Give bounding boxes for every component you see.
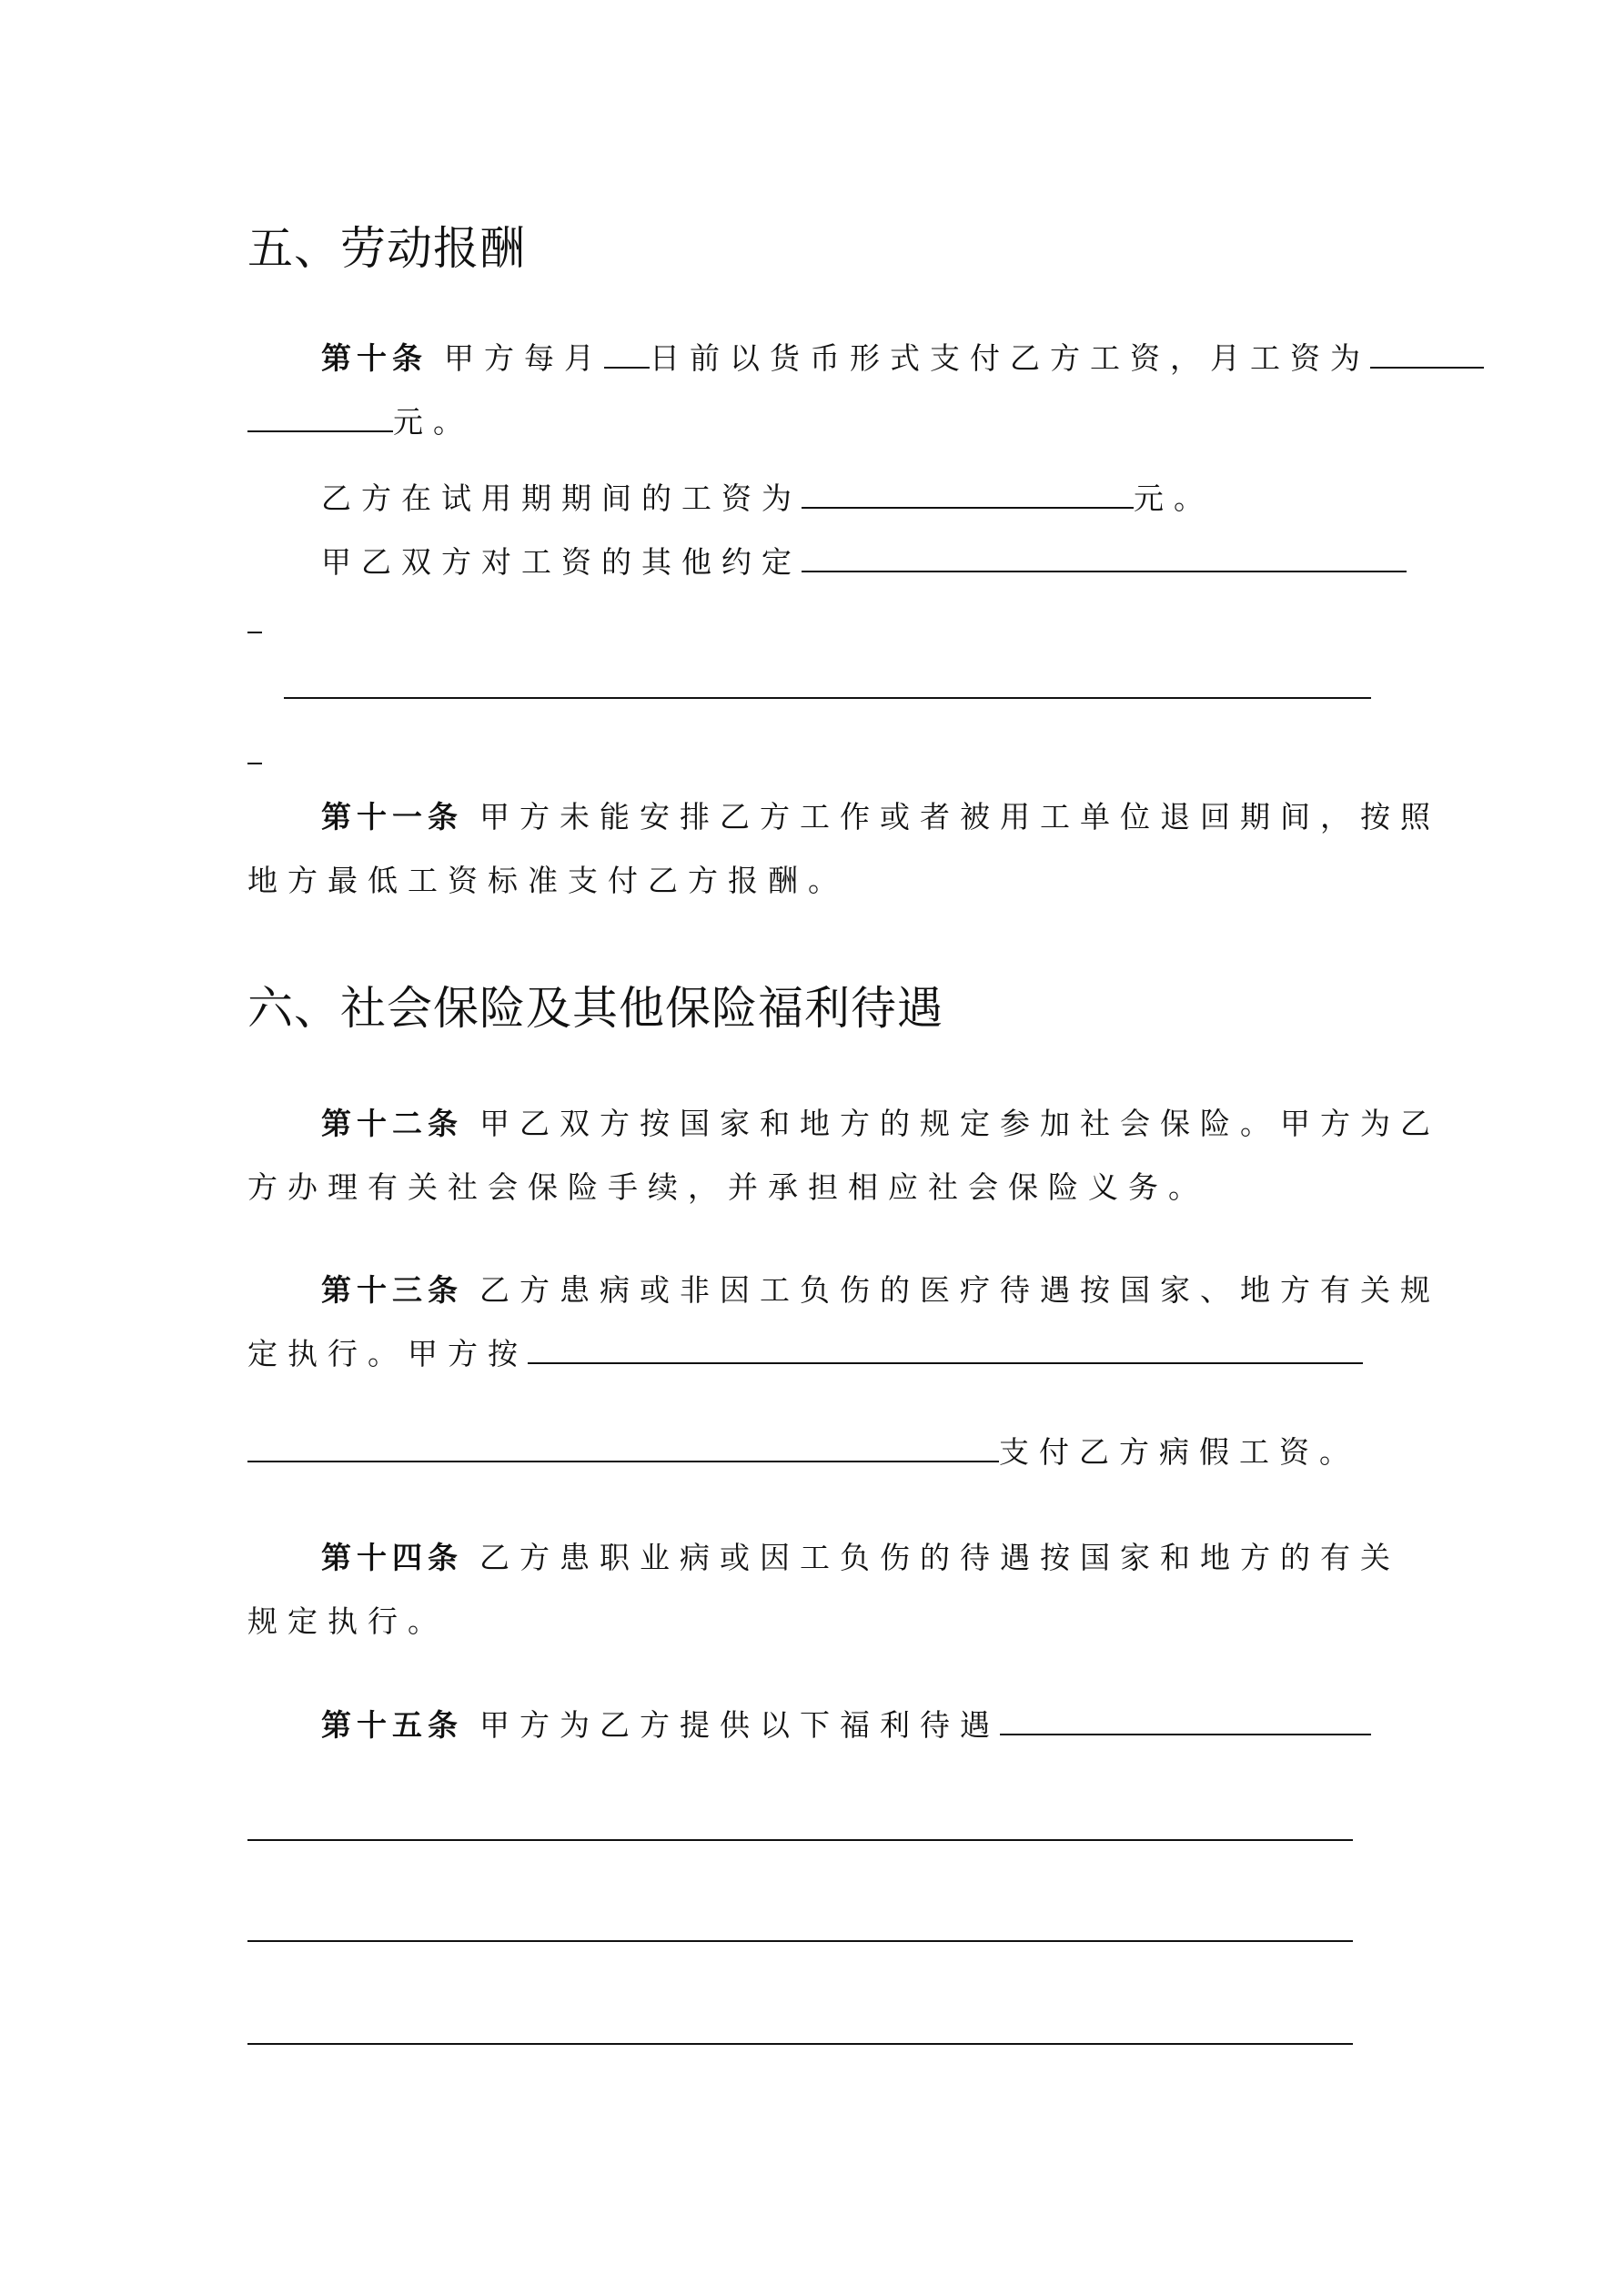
article-14-line1 — [321, 1534, 1400, 1577]
article-10-text-b: 日前以货币形式支付乙方工资，月工资为 — [650, 340, 1370, 376]
article-15-text: 甲方为乙方提供以下福利待遇 — [479, 1707, 1000, 1743]
article-10-text-c: 元。 — [393, 404, 473, 440]
welfare-blank-line2[interactable] — [247, 1839, 1353, 1841]
other-agreement-line — [321, 539, 1407, 582]
article-13-text-3: 支付乙方病假工资。 — [999, 1434, 1359, 1470]
sick-pay-basis-blank-cont[interactable] — [247, 1433, 999, 1462]
payday-blank[interactable] — [604, 339, 650, 369]
monthly-wage-blank[interactable] — [1370, 339, 1484, 369]
other-agreement-blank[interactable] — [802, 543, 1407, 572]
welfare-blank-line3[interactable] — [247, 1940, 1353, 1942]
article-15-line1 — [321, 1702, 1371, 1745]
probation-wage-blank[interactable] — [802, 480, 1134, 509]
article-14-label: 第十四条 — [321, 1540, 463, 1575]
article-13-line2 — [247, 1330, 1363, 1373]
stray-underline — [247, 632, 262, 633]
article-11-label: 第十一条 — [321, 799, 463, 834]
article-12-line1 — [321, 1100, 1440, 1143]
welfare-blank-line4[interactable] — [247, 2043, 1353, 2045]
article-11-line1 — [321, 794, 1440, 836]
probation-text-b: 元。 — [1134, 480, 1214, 516]
article-15-label: 第十五条 — [321, 1707, 463, 1743]
sick-pay-basis-blank[interactable] — [528, 1335, 1363, 1364]
article-10-text-a: 甲方每月 — [444, 340, 604, 376]
stray-underline — [247, 763, 262, 764]
article-14-text-1: 乙方患职业病或因工负伤的待遇按国家和地方的有关 — [479, 1540, 1400, 1575]
article-13-label: 第十三条 — [321, 1272, 463, 1308]
article-12-text-1: 甲乙双方按国家和地方的规定参加社会保险。甲方为乙 — [479, 1106, 1440, 1141]
article-13-text-1: 乙方患病或非因工负伤的医疗待遇按国家、地方有关规 — [479, 1272, 1440, 1308]
other-agreement-text: 甲乙双方对工资的其他约定 — [321, 544, 802, 580]
article-12-line2: 方办理有关社会保险手续，并承担相应社会保险义务。 — [247, 1169, 1208, 1205]
other-agreement-blank-line2[interactable] — [284, 697, 1371, 699]
article-10-line2 — [247, 399, 473, 441]
article-11-text-1: 甲方未能安排乙方工作或者被用工单位退回期间，按照 — [479, 799, 1440, 834]
article-11-line2: 地方最低工资标准支付乙方报酬。 — [247, 863, 848, 898]
probation-text-a: 乙方在试用期期间的工资为 — [321, 480, 802, 516]
section-heading-labor-pay: 五、劳动报酬 — [247, 222, 526, 275]
article-14-line2: 规定执行。 — [247, 1603, 448, 1639]
article-13-line1 — [321, 1267, 1440, 1310]
article-10-label: 第十条 — [321, 340, 428, 376]
article-10-line1 — [321, 335, 1484, 378]
section-heading-social-insurance: 六、社会保险及其他保险福利待遇 — [247, 982, 943, 1035]
article-13-text-2: 定执行。甲方按 — [247, 1336, 528, 1371]
article-12-label: 第十二条 — [321, 1106, 463, 1141]
monthly-wage-blank-cont[interactable] — [247, 403, 393, 432]
welfare-blank[interactable] — [1000, 1706, 1371, 1735]
probation-wage-line — [321, 475, 1214, 518]
article-13-line3 — [247, 1429, 1359, 1472]
